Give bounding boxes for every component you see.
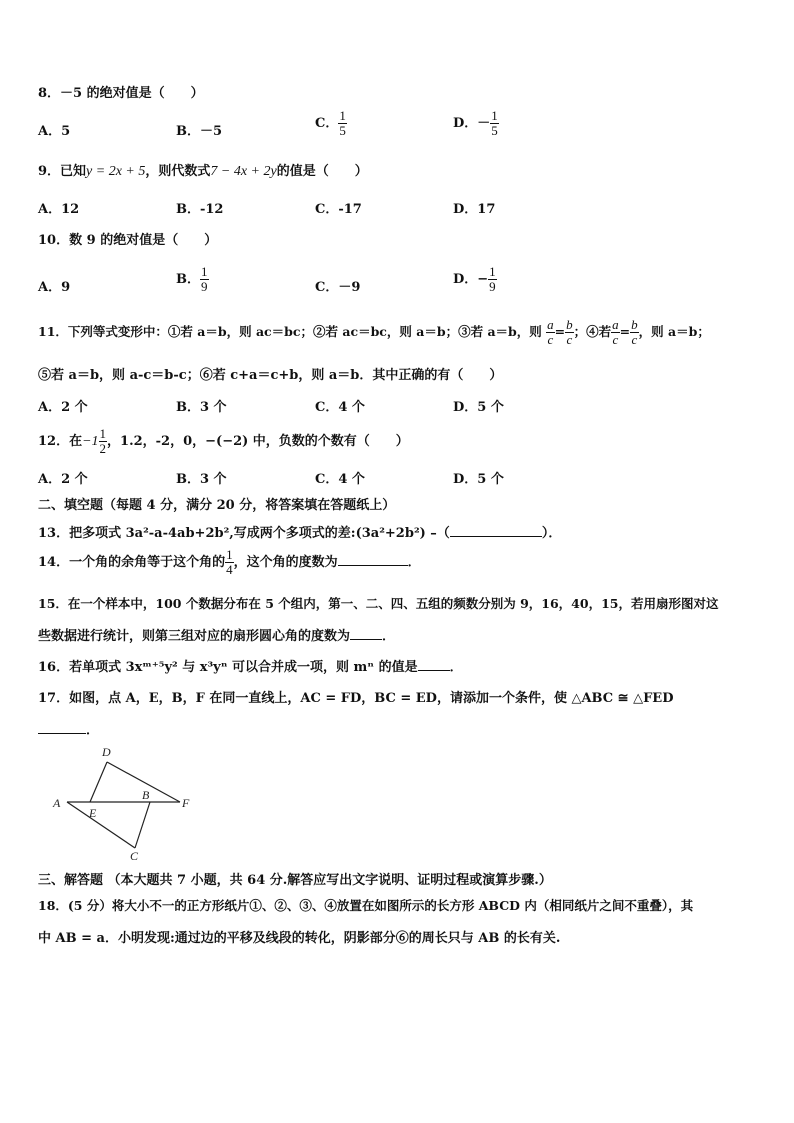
q8-option-d: D．－ $\frac{1}{5}$ bbox=[453, 108, 498, 138]
question-15-line-2: 些数据进行统计，则第三组对应的扇形圆心角的度数为 ． bbox=[38, 629, 396, 644]
q9-option-a: A．12 bbox=[38, 202, 80, 217]
question-10-stem: 10．数 9 的绝对值是（ ） bbox=[38, 233, 218, 248]
question-16: 16．若单项式 3xᵐ⁺⁵y² 与 x³yⁿ 可以合并成一项，则 mⁿ 的值是 ． bbox=[38, 660, 463, 675]
label-d: D bbox=[102, 745, 111, 759]
q14-answer-blank[interactable] bbox=[338, 554, 408, 566]
q10-option-a: A．9 bbox=[38, 280, 71, 295]
question-12-stem: 12．在−1 $\frac{1}{2}$ ，1.2，-2，0，−(−2) 中，负数的个数有（ ） bbox=[38, 426, 409, 456]
q9-option-c: C．-17 bbox=[315, 202, 362, 217]
q8-option-a: A．5 bbox=[38, 124, 71, 139]
section-3-heading: 三、解答题 （本大题共 7 小题，共 64 分.解答应写出文字说明、证明过程或演算步骤.） bbox=[38, 873, 552, 888]
q17-answer-blank[interactable] bbox=[38, 722, 86, 734]
q13-answer-blank[interactable] bbox=[450, 525, 542, 537]
segment-bc bbox=[135, 802, 150, 848]
label-b: B bbox=[142, 788, 150, 802]
section-2-heading: 二、填空题（每题 4 分，满分 20 分，将答案填在答题纸上） bbox=[38, 498, 396, 513]
q10-option-b: B． $\frac{1}{9}$ bbox=[176, 264, 208, 294]
question-14: 14．一个角的余角等于这个角的 $\frac{1}{4}$ ，这个角的度数为 ． bbox=[38, 547, 421, 577]
q11-option-c: C．4 个 bbox=[315, 400, 365, 415]
q11-option-b: B．3 个 bbox=[176, 400, 227, 415]
q11-option-a: A．2 个 bbox=[38, 400, 88, 415]
segment-ac bbox=[67, 802, 135, 848]
geometry-figure bbox=[40, 740, 210, 865]
question-13: 13．把多项式 3a²-a-4ab+2b²,写成两个多项式的差:(3a²+2b²) –（ ）． bbox=[38, 526, 562, 541]
label-f: F bbox=[182, 796, 190, 810]
q16-answer-blank[interactable] bbox=[418, 659, 450, 671]
q15-answer-blank[interactable] bbox=[350, 628, 382, 640]
question-18-line-2: 中 AB = a．小明发现:通过边的平移及线段的转化，阴影部分⑥的周长只与 AB 的长有关. bbox=[38, 931, 561, 946]
question-9-stem: 9．已知y = 2x + 5，则代数式7 − 4x + 2y的值是（ ） bbox=[38, 164, 368, 179]
q11-option-d: D．5 个 bbox=[453, 400, 504, 415]
question-11-line-2: ⑤若 a＝b，则 a-c＝b-c；⑥若 c+a＝c+b，则 a＝b．其中正确的有（ ） bbox=[38, 368, 503, 383]
question-17-answer-line: ． bbox=[38, 719, 99, 738]
question-11-line-1: 11．下列等式变形中：①若 a＝b，则 ac＝bc；②若 ac＝bc，则 a＝b；③若 a＝b，则 $\frac{a}{c}$ = $\frac{b}{c}$ ；④若 $\frac{a}{c}$ = $\frac{b}{c}$ ，则 a＝b； bbox=[38, 317, 710, 347]
label-e: E bbox=[89, 806, 97, 820]
question-17-stem: 17．如图，点 A，E，B，F 在同一直线上，AC = FD，BC = ED，请添加一个条件，使 △ABC ≅ △FED bbox=[38, 691, 674, 706]
segment-de bbox=[90, 762, 107, 802]
q12-option-c: C．4 个 bbox=[315, 472, 365, 487]
label-a: A bbox=[53, 796, 61, 810]
q9-option-b: B．-12 bbox=[176, 202, 224, 217]
q12-option-a: A．2 个 bbox=[38, 472, 88, 487]
q12-option-d: D．5 个 bbox=[453, 472, 504, 487]
question-18-line-1: 18．(5 分）将大小不一的正方形纸片①、②、③、④放置在如图所示的长方形 ABCD 内（相同纸片之间不重叠），其 bbox=[38, 898, 694, 913]
q9-option-d: D．17 bbox=[453, 202, 496, 217]
label-c: C bbox=[130, 849, 139, 863]
question-8-stem: 8．－5 的绝对值是（ ） bbox=[38, 86, 204, 101]
q10-option-c: C．－9 bbox=[315, 280, 361, 295]
q8-option-c: C． $\frac{1}{5}$ bbox=[315, 108, 346, 138]
question-15-line-1: 15．在一个样本中，100 个数据分布在 5 个组内，第一、二、四、五组的频数分别为 9，16，40，15，若用扇形图对这 bbox=[38, 596, 719, 611]
q8-option-b: B．－5 bbox=[176, 124, 223, 139]
q10-option-d: D．− $\frac{1}{9}$ bbox=[453, 264, 496, 294]
q12-option-b: B．3 个 bbox=[176, 472, 227, 487]
